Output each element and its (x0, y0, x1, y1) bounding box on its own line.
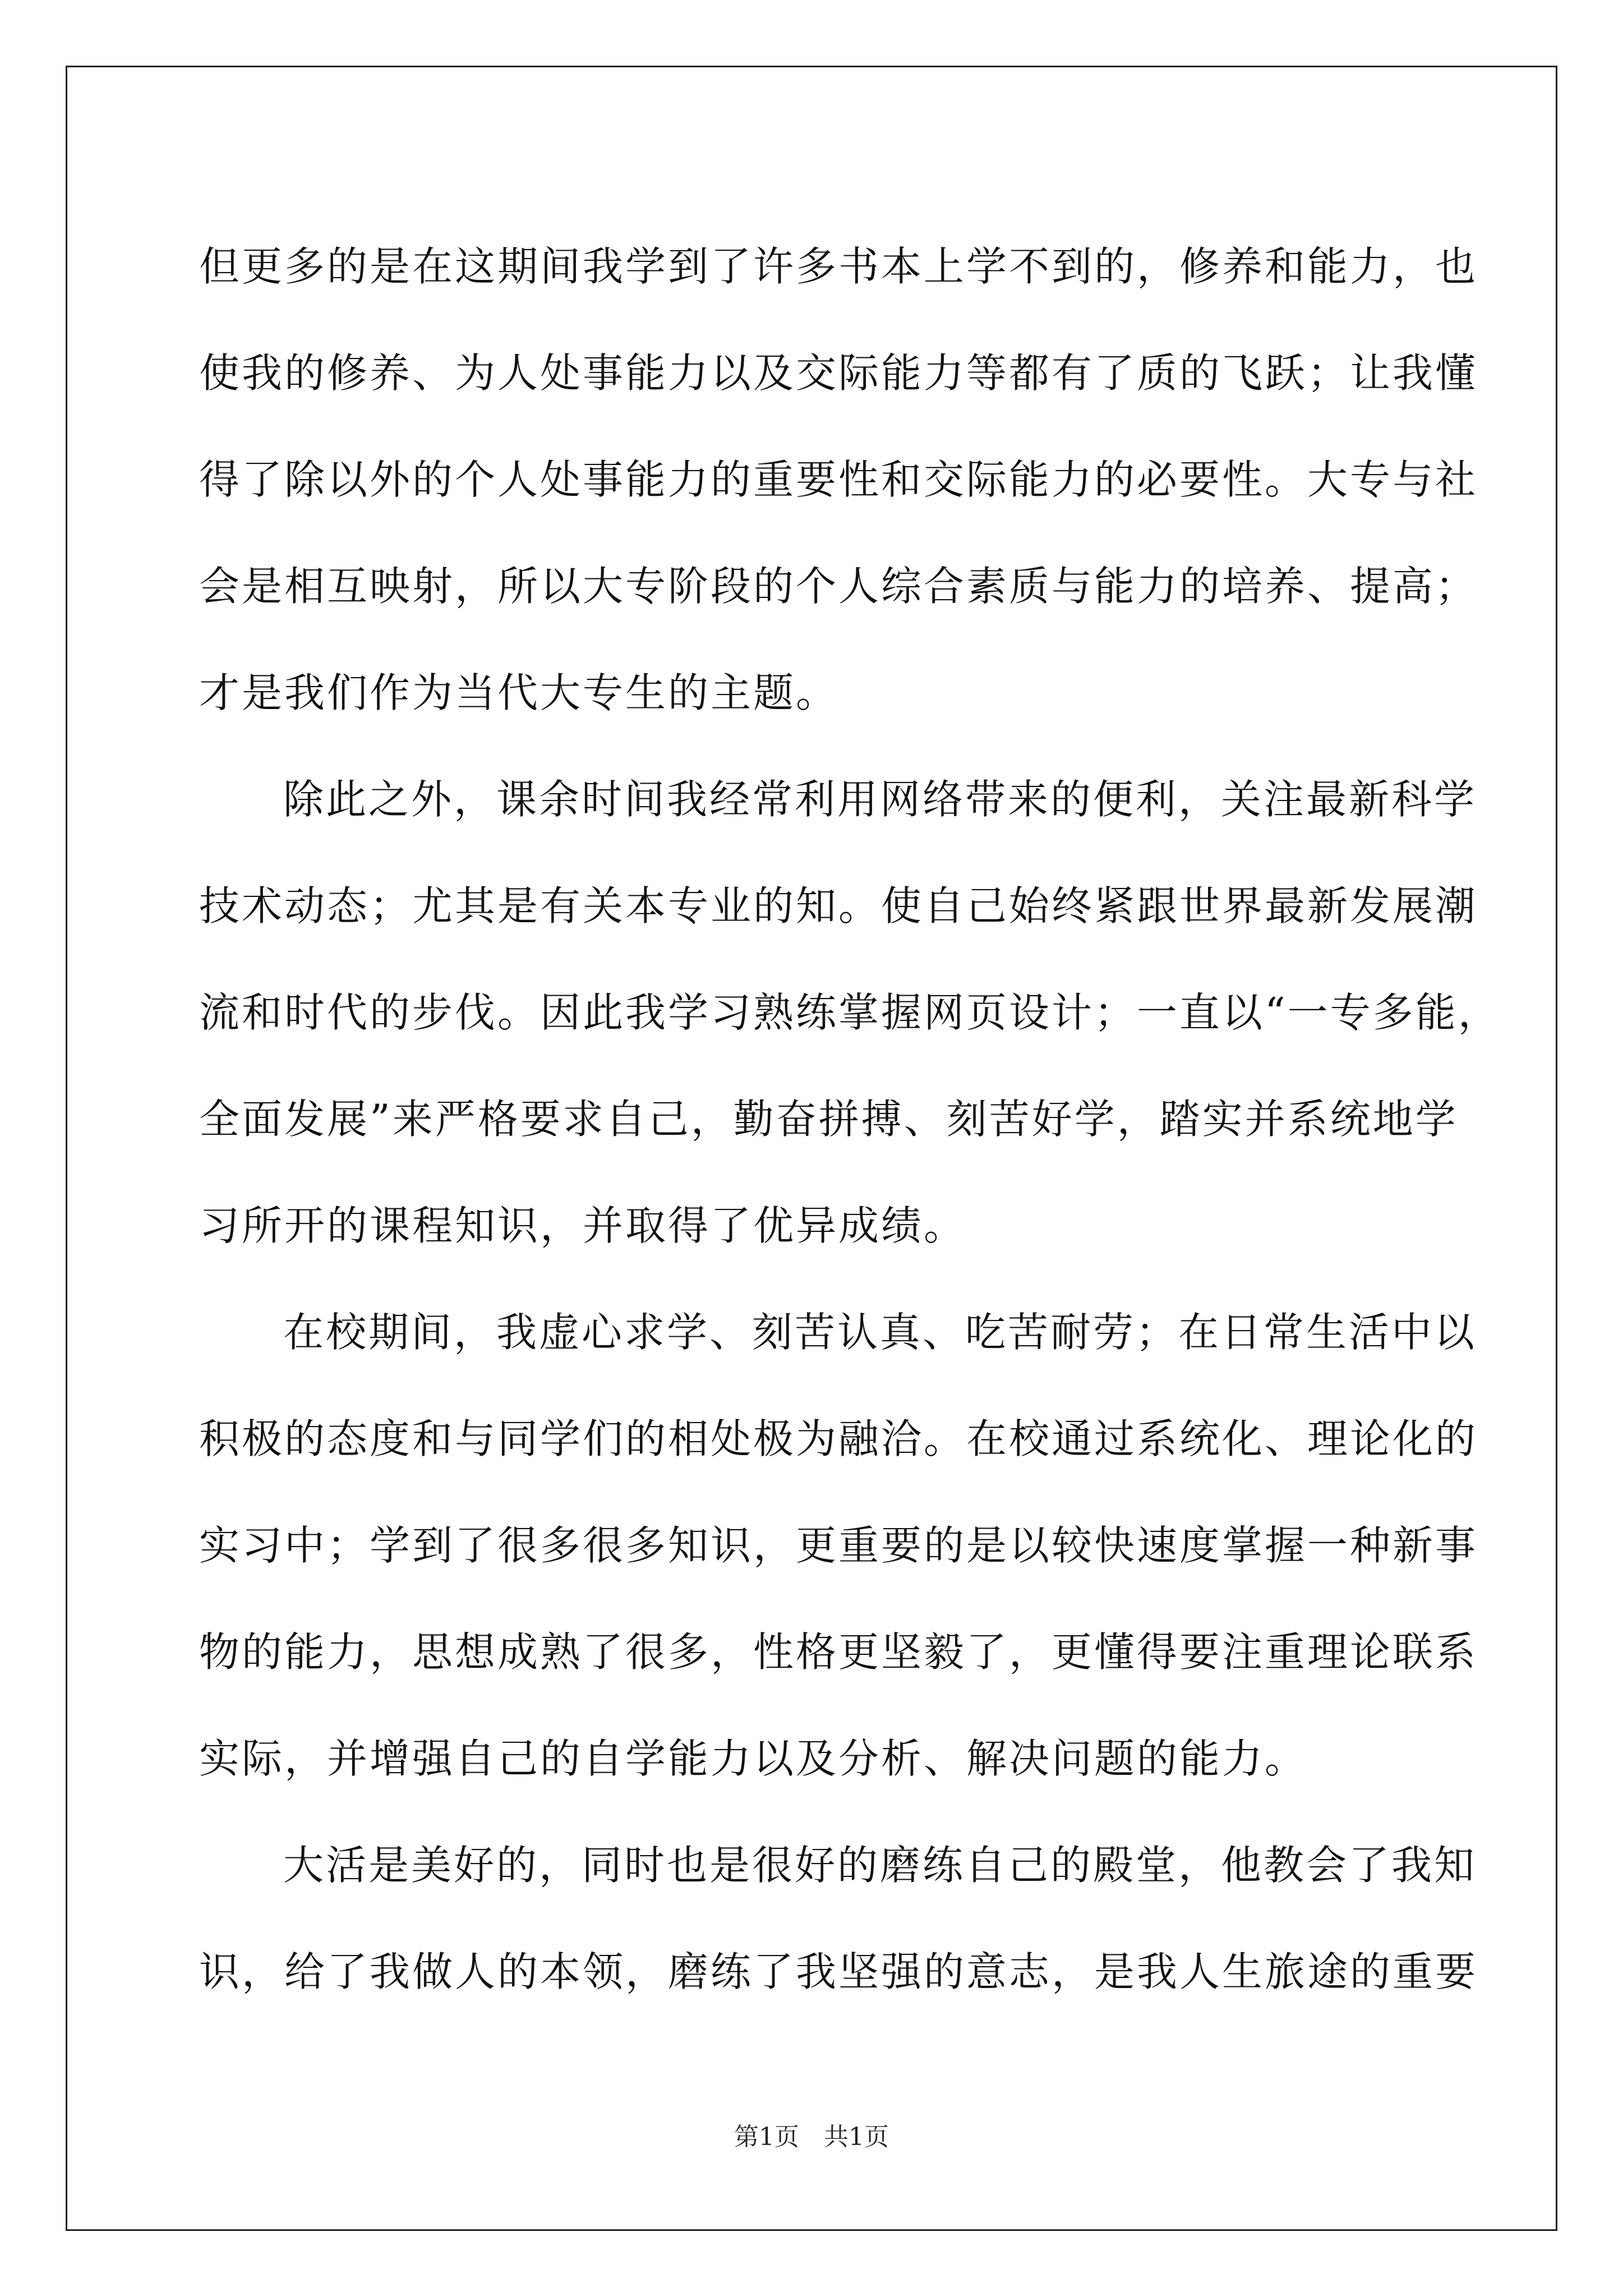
text-line: 才是我们作为当代大专生的主题。 (199, 669, 839, 716)
paragraph-3 (199, 1279, 1478, 1812)
paragraph-4 (199, 1812, 1478, 2025)
paragraph-2 (199, 746, 1501, 1279)
text-line: 识，给了我做人的本领，磨练了我坚强的意志，是我人生旅途的重要 (199, 1948, 1478, 1995)
text-line: 流和时代的步伐。因此我学习熟练掌握网页设计；一直以“一专多能， (199, 989, 1501, 1036)
text-line: 会是相互映射，所以大专阶段的个人综合素质与能力的培养、提高； (199, 563, 1478, 610)
paragraph-1 (199, 213, 1478, 746)
text-line: 技术动态；尤其是有关本专业的知。使自己始终紧跟世界最新发展潮 (199, 882, 1478, 930)
text-line: 积极的态度和与同学们的相处极为融洽。在校通过系统化、理论化的 (199, 1415, 1478, 1462)
text-line: 大活是美好的，同时也是很好的磨练自己的殿堂，他教会了我知 (283, 1842, 1477, 1889)
text-line: 习所开的课程知识，并取得了优异成绩。 (199, 1202, 967, 1249)
text-line: 除此之外，课余时间我经常利用网络带来的便利，关注最新科学 (283, 776, 1477, 823)
text-line: 物的能力，思想成熟了很多，性格更坚毅了，更懂得要注重理论联系 (199, 1628, 1478, 1676)
text-line: 得了除以外的个人处事能力的重要性和交际能力的必要性。大专与社 (199, 456, 1478, 503)
text-line: 使我的修养、为人处事能力以及交际能力等都有了质的飞跃；让我懂 (199, 349, 1478, 397)
text-line: 在校期间，我虚心求学、刻苦认真、吃苦耐劳；在日常生活中以 (283, 1309, 1477, 1356)
text-line: 但更多的是在这期间我学到了许多书本上学不到的，修养和能力，也 (199, 243, 1478, 290)
text-line: 实习中；学到了很多很多知识，更重要的是以较快速度掌握一种新事 (199, 1522, 1478, 1569)
text-line: 全面发展”来严格要求自己，勤奋拼搏、刻苦好学，踏实并系统地学 (199, 1096, 1458, 1143)
document-body (199, 213, 1501, 2025)
page-number-footer: 第1页 共1页 (734, 2123, 889, 2151)
text-line: 实际，并增强自己的自学能力以及分析、解决问题的能力。 (199, 1735, 1308, 1782)
